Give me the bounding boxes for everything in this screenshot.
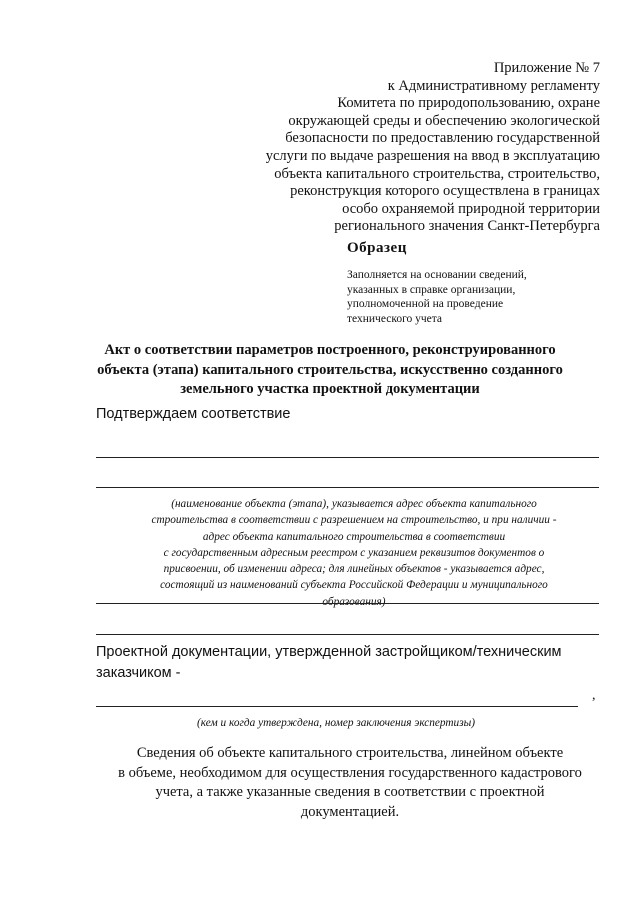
object-caption-line: образования) — [322, 595, 386, 608]
appendix-line: окружающей среды и обеспечению экологической — [288, 112, 600, 129]
fill-note-line: Заполняется на основании сведений, — [347, 269, 527, 281]
appendix-line: объекта капитального строительства, строительство, — [274, 165, 600, 182]
act-title-line: Акт о соответствии параметров построенного, реконструированного — [104, 342, 556, 358]
fill-note-line: указанных в справке организации, — [347, 283, 516, 296]
appendix-line: услуги по выдаче разрешения на ввод в эксплуатацию — [265, 147, 600, 164]
project-doc-line: заказчиком - — [96, 665, 181, 681]
appendix-line: Приложение № 7 — [493, 60, 600, 76]
project-doc-text — [96, 642, 596, 684]
appendix-line: Комитета по природопользованию, охране — [337, 95, 600, 112]
object-caption-line: состоящий из наименований субъекта Российской Федерации и муниципального — [160, 579, 548, 592]
project-doc-line: Проектной документации, утвержденной застройщиком/техническим — [96, 644, 562, 660]
approval-comma: , — [592, 688, 596, 703]
sample-title: Образец — [347, 240, 407, 256]
object-caption-line: с государственным адресным реестром с указанием реквизитов документов о — [163, 546, 545, 559]
object-info-line: документацией. — [300, 803, 400, 820]
object-caption-line: (наименование объекта (этапа), указывается адрес объекта капитального — [171, 498, 537, 510]
approval-caption: (кем и когда утверждена, номер заключения экспертизы) — [196, 717, 476, 729]
object-info-line: Сведения об объекте капитального строительства, линейном объекте — [136, 745, 564, 761]
appendix-line: безопасности по предоставлению государственной — [285, 130, 600, 147]
object-name-line-4 — [96, 634, 599, 635]
object-info-text — [70, 744, 630, 822]
act-title-line: земельного участка проектной документации — [180, 381, 480, 397]
approval-line — [96, 706, 578, 707]
fill-note-line: технического учета — [347, 312, 443, 325]
appendix-line: к Административному регламенту — [387, 77, 600, 94]
object-info-line: в объеме, необходимом для осуществления государственного кадастрового — [118, 764, 582, 781]
object-caption-line: присвоении, об изменении адреса; для линейных объектов - указывается адрес, — [163, 563, 545, 576]
appendix-line: регионального значения Санкт-Петербурга — [334, 218, 600, 235]
act-title — [60, 341, 600, 400]
object-name-line-2 — [96, 487, 599, 488]
fill-note-line: уполномоченной на проведение — [347, 298, 504, 311]
object-info-line: учета, а также указанные сведения в соответствии с проектной — [155, 784, 545, 800]
appendix-line: реконструкция которого осуществлена в границах — [290, 183, 600, 200]
appendix-header — [180, 60, 600, 236]
appendix-line: особо охраняемой природной территории — [342, 200, 600, 217]
object-name-line-3 — [96, 603, 599, 604]
confirm-text: Подтверждаем соответствие — [96, 406, 291, 422]
object-caption-line: строительства в соответствии с разрешением на строительство, и при наличии - — [151, 514, 557, 527]
act-title-line: объекта (этапа) капитального строительства, искусственно созданного — [97, 361, 563, 378]
object-name-line-1 — [96, 457, 599, 458]
object-caption-line: адрес объекта капитального строительства в соответствии — [202, 530, 506, 543]
fill-note — [347, 268, 597, 326]
object-caption — [104, 496, 604, 610]
